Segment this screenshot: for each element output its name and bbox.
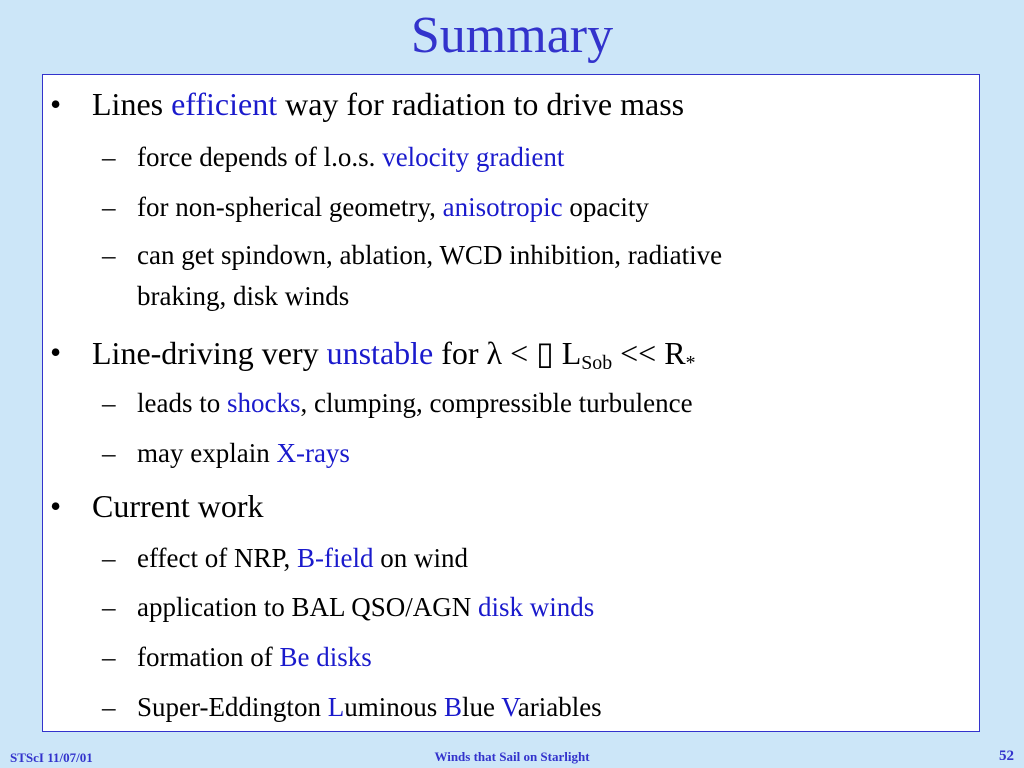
sub-bullet-marker: – <box>102 240 116 270</box>
text-run: for non-spherical geometry, <box>137 192 443 222</box>
highlighted-text: disk winds <box>477 592 595 622</box>
sub-bullet-text <box>137 438 350 469</box>
highlighted-text: Be disks <box>279 642 372 672</box>
bullet-item <box>50 86 685 123</box>
sub-bullet-marker: – <box>102 543 116 573</box>
sub-bullet-item <box>102 592 595 623</box>
text-run: Current work <box>92 488 264 524</box>
text-run: formation of <box>137 642 280 672</box>
text-run: application to BAL QSO/AGN <box>137 592 478 622</box>
footer-page-number: 52 <box>999 748 1014 764</box>
text-run: leads to <box>137 388 227 418</box>
bullet-marker: • <box>50 488 62 524</box>
footer-title: Winds that Sail on Starlight <box>434 749 590 764</box>
bullet-text <box>92 86 684 123</box>
text-run: effect of NRP, <box>137 543 297 573</box>
sub-bullet-continuation: braking, disk winds <box>137 281 350 311</box>
sub-bullet-text <box>137 388 693 419</box>
highlighted-text: B <box>443 692 462 722</box>
text-run: for λ < ▯ L <box>433 335 582 371</box>
sub-bullet-item <box>102 438 350 469</box>
text-run: opacity <box>562 192 649 222</box>
sub-bullet-text <box>137 692 602 723</box>
sub-bullet-marker: – <box>102 388 116 418</box>
text-run: on wind <box>373 543 468 573</box>
sub-bullet-marker: – <box>102 142 116 172</box>
sub-bullet-marker: – <box>102 692 116 722</box>
highlighted-text: velocity gradient <box>382 142 565 172</box>
highlighted-text: V <box>501 692 518 722</box>
sub-bullet-marker: – <box>102 438 116 468</box>
bullet-item <box>50 334 696 374</box>
bullet-text <box>92 488 264 525</box>
text-run: uminous <box>344 692 444 722</box>
sub-bullet-text <box>137 142 564 173</box>
sub-bullet-text <box>137 543 468 574</box>
footer-date: STScI 11/07/01 <box>10 750 93 765</box>
slide-title: Summary <box>410 7 614 64</box>
highlighted-text: L <box>327 692 345 722</box>
text-run: way for radiation to drive mass <box>277 86 685 122</box>
highlighted-text: efficient <box>171 86 278 122</box>
bullet-text <box>92 334 695 372</box>
sub-bullet-item <box>102 240 723 271</box>
sub-bullet-text <box>137 192 649 223</box>
text-run: ariables <box>517 692 602 722</box>
sub-bullet-text <box>137 240 722 271</box>
bullet-marker: • <box>50 86 62 122</box>
text-run: may explain <box>137 438 277 468</box>
text-run: Lines <box>92 86 172 122</box>
text-run: Super-Eddington <box>137 692 328 722</box>
highlighted-text: shocks <box>226 388 301 418</box>
sub-bullet-item <box>102 192 649 223</box>
sub-bullet-item <box>102 642 372 673</box>
sub-bullet-text <box>137 642 372 673</box>
bullet-marker: • <box>50 334 62 370</box>
sub-bullet-marker: – <box>102 592 116 622</box>
text-run: Line-driving very <box>92 335 327 371</box>
sub-bullet-item <box>102 692 602 723</box>
text-run: lue <box>461 692 502 722</box>
highlighted-text: anisotropic <box>442 192 563 222</box>
highlighted-text: X-rays <box>276 438 350 468</box>
bullet-item <box>50 488 264 525</box>
text-run: can get spindown, ablation, WCD inhibition, radiative <box>137 240 723 270</box>
sub-bullet-item <box>102 543 468 574</box>
sub-bullet-item <box>102 388 693 419</box>
text-run: force depends of l.o.s. <box>137 142 383 172</box>
sub-bullet-marker: – <box>102 192 116 222</box>
highlighted-text: unstable <box>326 335 434 371</box>
subscript-text: Sob <box>581 351 613 374</box>
subscript-text: * <box>685 351 696 374</box>
text-run: , clumping, compressible turbulence <box>300 388 693 418</box>
sub-bullet-text <box>137 592 594 623</box>
highlighted-text: B-field <box>296 543 374 573</box>
sub-bullet-marker: – <box>102 642 116 672</box>
sub-bullet-item <box>102 142 565 173</box>
text-run: << R <box>612 335 686 371</box>
